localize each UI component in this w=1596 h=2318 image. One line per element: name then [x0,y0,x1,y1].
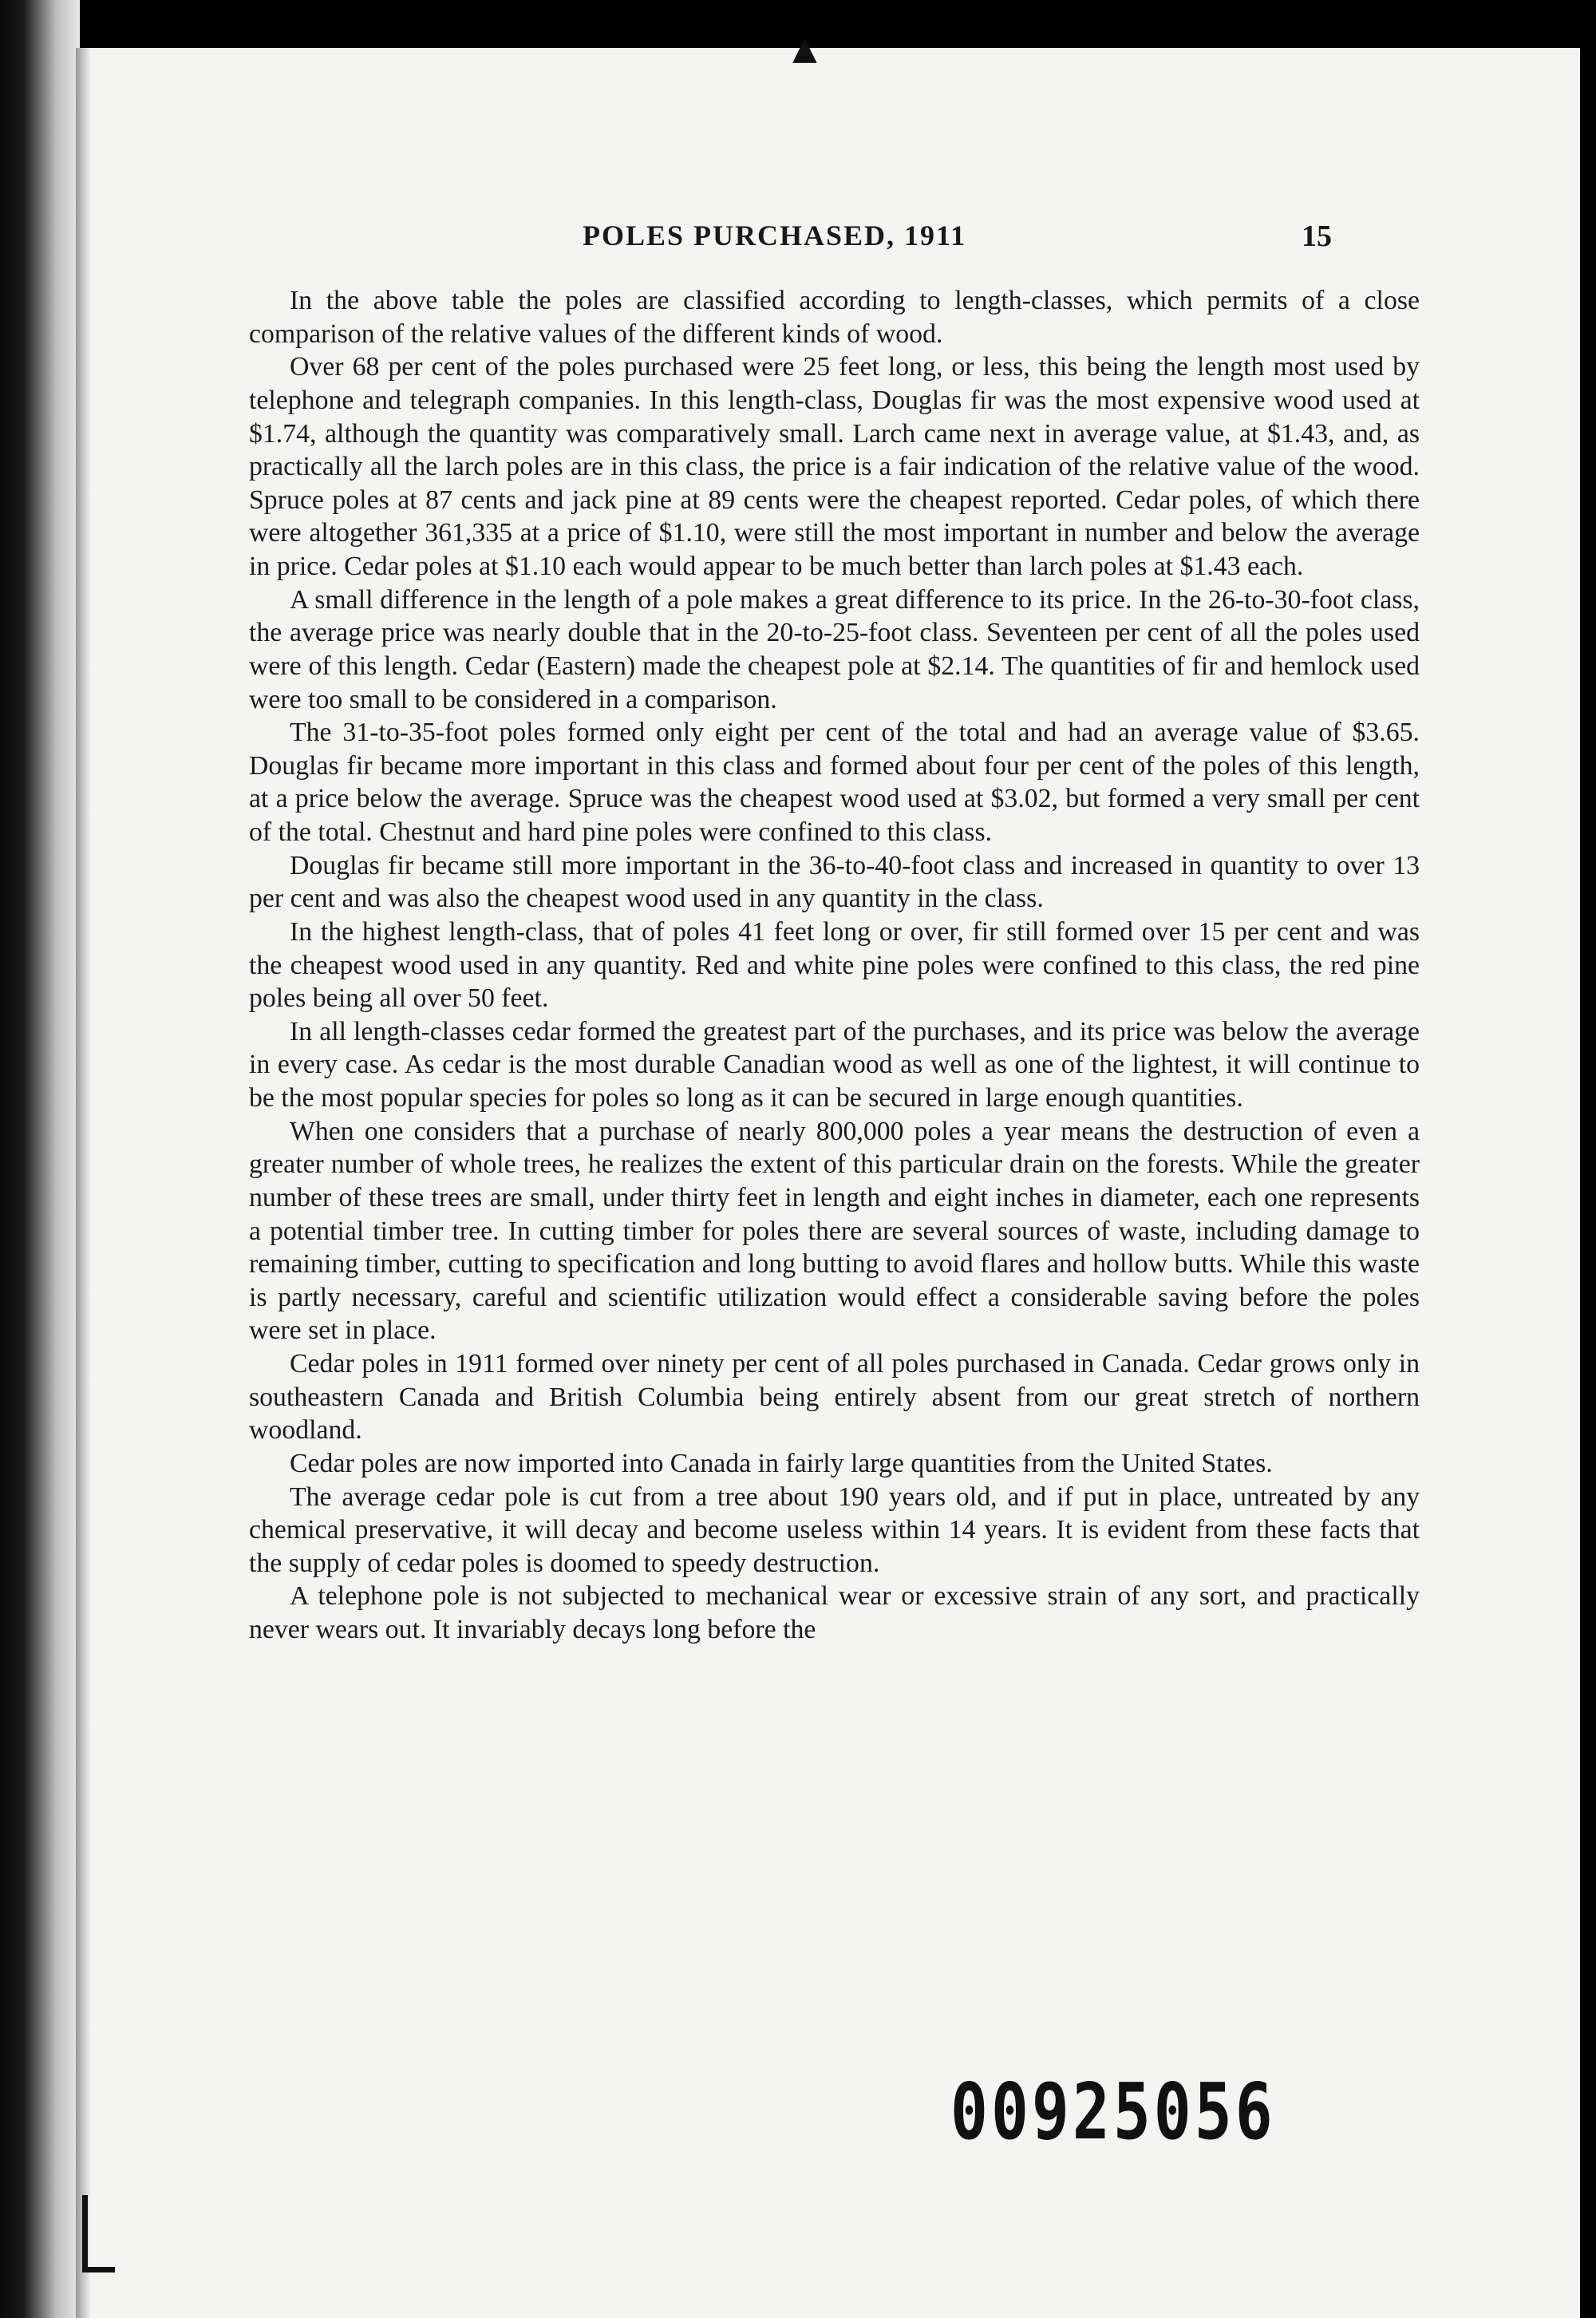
paragraph: In the above table the poles are classified according to length-classes, which permits of a close comparison of the relative values of the different kinds of wood. [249,286,1420,349]
paragraph: Over 68 per cent of the poles purchased were 25 feet long, or less, this being the length most used by telephone and telegraph companies. In this length-class, Douglas fir was the most expensive wood used at $1.74, although the quantity was comparatively small. Larch came next in average value, at $1.43, and, as practically all the larch poles are in this class, the price is a fair indication of the relative value of the wood. Spruce poles at 87 cents and jack pine at 89 cents were the cheapest reported. Cedar poles, of which there were altogether 361,335 at a price of $1.10, were still the most important in number and below the average in price. Cedar poles at $1.10 each would appear to be much better than larch poles at $1.43 each. [249,352,1420,581]
paragraph: Cedar poles are now imported into Canada in fairly large quantities from the United States. [290,1448,1273,1478]
paragraph: The 31-to-35-foot poles formed only eight per cent of the total and had an average value of $3.65. Douglas fir became more important in this class and formed about four per cent of the poles of this length, at a price below the average. Spruce was the cheapest wood used at $3.02, but formed a very small per cent of the total. Chestnut and hard pine poles were confined to this class. [249,718,1420,847]
scan-background [0,0,80,2318]
page-number: 15 [1302,220,1332,253]
paragraph: Douglas fir became still more important in the 36-to-40-foot class and increased in quantity to over 13 per cent and was also the cheapest wood used in any quantity in the class. [249,850,1420,914]
document-page [76,30,1580,2318]
page-binding-shadow [76,48,90,2318]
paragraph: Cedar poles in 1911 formed over ninety per cent of all poles purchased in Canada. Cedar grows only in southeastern Canada and British Columbia being entirely absent from our great stretch of northern woodland. [249,1349,1420,1446]
scan-edge-mark [82,2195,115,2273]
paragraph: The average cedar pole is cut from a tree about 190 years old, and if put in place, untreated by any chemical preservative, it will decay and become useless within 14 years. It is evident from these facts that the supply of cedar poles is doomed to speedy destruction. [249,1481,1420,1578]
paragraph: In the highest length-class, that of poles 41 feet long or over, fir still formed over 15 per cent and was the cheapest wood used in any quantity. Red and white pine poles were confined to this class, the red pine poles being all over 50 feet. [249,916,1420,1014]
paragraph: In all length-classes cedar formed the greatest part of the purchases, and its price was below the average in every case. As cedar is the most durable Canadian wood as well as one of the lightest, it will continue to be the most popular species for poles so long as it can be secured in large enough quantities. [249,1016,1420,1113]
scan-artifact-mark: ▲ [792,30,817,67]
paragraph: When one considers that a purchase of nearly 800,000 poles a year means the destruction of even a greater number of whole trees, he realizes the extent of this particular drain on the forests. While the greater number of these trees are small, under thirty feet in length and eight inches in diameter, each one represents a potential timber tree. In cutting timber for poles there are several sources of waste, including damage to remaining timber, cutting to specification and long butting to avoid flares and hollow butts. While this waste is partly necessary, careful and scientific utilization would effect a considerable saving before the poles were set in place. [249,1116,1420,1346]
stamp-number: 00925056 [950,2067,1276,2158]
body-text [249,284,1420,1647]
paragraph: A small difference in the length of a pole makes a great difference to its price. In the 26-to-30-foot class, the average price was nearly double that in the 20-to-25-foot class. Seventeen per cent of all the poles used were of this length. Cedar (Eastern) made the cheapest pole at $2.14. The quantities of fir and hemlock used were too small to be considered in a comparison. [249,584,1420,714]
running-head [76,219,1580,259]
paragraph: A telephone pole is not subjected to mechanical wear or excessive strain of any sort, and practically never wears out. It invariably decays long before the [249,1581,1420,1644]
running-title: POLES PURCHASED, 1911 [583,220,967,251]
